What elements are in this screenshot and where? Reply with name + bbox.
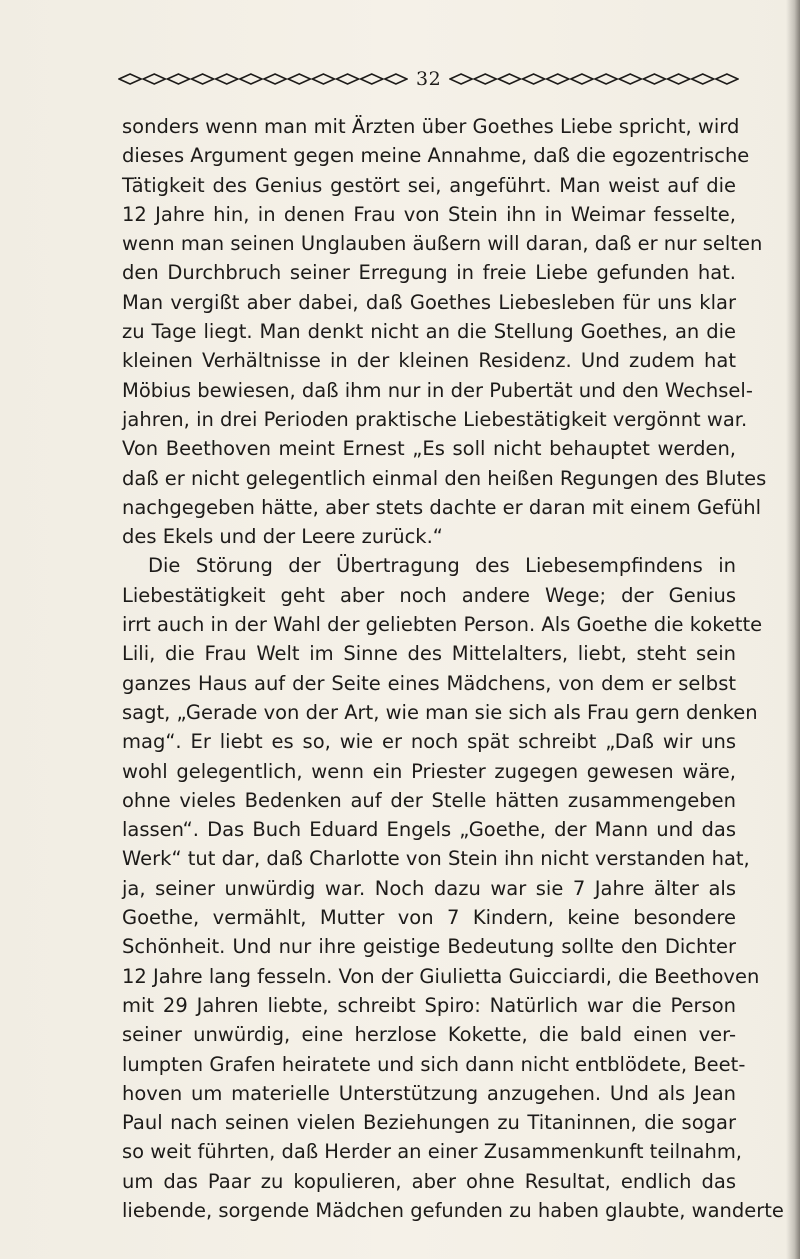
text-line: seiner unwürdig, eine herzlose Kokette, die bald einen ver- [122,1023,736,1047]
ornament-diamond [716,74,738,84]
text-line: Möbius bewiesen, daß ihm nur in der Pubertät und den Wechsel- [122,378,753,402]
text-line: Werk“ tut dar, daß Charlotte von Stein ihn nicht verstanden hat, [122,847,750,871]
text-line: ganzes Haus auf der Seite eines Mädchens, von dem er selbst [122,671,736,695]
ornament-diamond [143,74,165,84]
text-line: Liebestätigkeit geht aber noch andere Wege; der Genius [122,583,736,607]
text-line: jahren, in drei Perioden praktische Liebestätigkeit vergönnt war. [122,407,748,431]
ornament-diamond [668,74,690,84]
text-line: 12 Jahre lang fesseln. Von der Giulietta Guicciardi, die Beethoven [122,964,760,988]
ornament-diamond [119,74,141,84]
text-line: Paul nach seinen vielen Beziehungen zu Titaninnen, die sogar [122,1111,736,1135]
page-number: 32 [416,68,442,90]
ornament-diamond [385,74,407,84]
right-ornament-border [449,72,739,86]
text-line: 12 Jahre hin, in denen Frau von Stein ihn in Weimar fesselte, [122,202,736,226]
text-line: kleinen Verhältnisse in der kleinen Residenz. Und zudem hat [122,349,736,373]
left-ornament-border [118,72,408,86]
body-text [122,112,784,1225]
ornament-diamond [523,74,545,84]
text-line: des Ekels und der Leere zurück.“ [122,525,443,549]
text-line: daß er nicht gelegentlich einmal den heißen Regungen des Blutes [122,466,767,490]
text-line: Lili, die Frau Welt im Sinne des Mittelalters, liebt, steht sein [122,642,736,666]
text-line: Die Störung der Übertragung des Liebesempfindens in [148,554,736,578]
page-header [118,64,730,94]
text-line: ja, seiner unwürdig war. Noch dazu war sie 7 Jahre älter als [122,876,736,900]
text-line: liebende, sorgende Mädchen gefunden zu haben glaubte, wanderte [122,1198,784,1222]
text-line: um das Paar zu kopulieren, aber ohne Resultat, endlich das [122,1169,736,1193]
text-line: Tätigkeit des Genius gestört sei, angeführt. Man weist auf die [122,173,736,197]
ornament-diamond [474,74,496,84]
ornament-diamond [692,74,714,84]
ornament-diamond [240,74,262,84]
ornament-diamond [288,74,310,84]
ornament-diamond [450,74,472,84]
text-line: lassen“. Das Buch Eduard Engels „Goethe, der Mann und das [122,818,736,842]
text-line: den Durchbruch seiner Erregung in freie Liebe gefunden hat. [122,261,736,285]
ornament-diamond [337,74,359,84]
text-line: hoven um materielle Unterstützung anzugehen. Und als Jean [122,1081,736,1105]
text-line: Man vergißt aber dabei, daß Goethes Liebesleben für uns klar [122,290,736,314]
text-line: irrt auch in der Wahl der geliebten Person. Als Goethe die kokette [122,613,763,637]
ornament-diamond [644,74,666,84]
ornament-diamond [192,74,214,84]
ornament-diamond [361,74,383,84]
text-line: sagt, „Gerade von der Art, wie man sie sich als Frau gern denken [122,700,758,724]
ornament-diamond [547,74,569,84]
ornament-diamond [167,74,189,84]
ornament-diamond [264,74,286,84]
ornament-diamond [571,74,593,84]
ornament-diamond [499,74,521,84]
text-line: dieses Argument gegen meine Annahme, daß die egozentrische [122,144,750,168]
text-line: ohne vieles Bedenken auf der Stelle hätten zusammengeben [122,788,736,812]
text-line: so weit führten, daß Herder an einer Zusammenkunft teilnahm, [122,1140,743,1164]
text-line: Von Beethoven meint Ernest „Es soll nicht behauptet werden, [122,437,736,461]
text-line: Schönheit. Und nur ihre geistige Bedeutung sollte den Dichter [122,935,736,959]
text-line: Goethe, vermählt, Mutter von 7 Kindern, keine besondere [122,906,736,930]
text-line: sonders wenn man mit Ärzten über Goethes Liebe spricht, wird [122,115,740,138]
text-line: zu Tage liegt. Man denkt nicht an die Stellung Goethes, an die [122,320,736,344]
ornament-diamond [619,74,641,84]
ornament-diamond [312,74,334,84]
ornament-diamond [595,74,617,84]
text-line: mit 29 Jahren liebte, schreibt Spiro: Natürlich war die Person [122,993,736,1017]
ornament-diamond [216,74,238,84]
text-line: mag“. Er liebt es so, wie er noch spät schreibt „Daß wir uns [122,730,736,754]
text-line: lumpten Grafen heiratete und sich dann nicht entblödete, Beet- [122,1052,746,1076]
page-edge-shadow [786,0,800,1259]
text-line: nachgegeben hätte, aber stets dachte er daran mit einem Gefühl [122,495,762,519]
text-line: wohl gelegentlich, wenn ein Priester zugegen gewesen wäre, [122,759,736,783]
text-line: wenn man seinen Unglauben äußern will daran, daß er nur selten [122,232,763,256]
